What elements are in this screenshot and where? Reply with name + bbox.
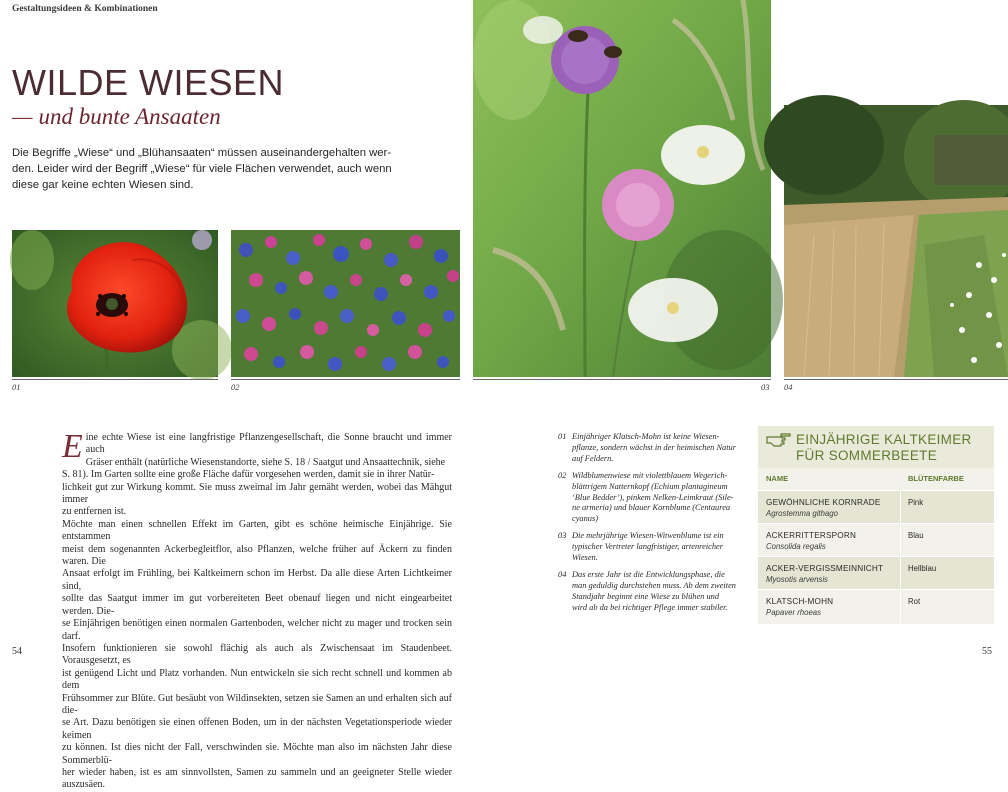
page-title: WILDE WIESEN (12, 62, 285, 103)
column-divider (900, 524, 901, 557)
bloom-color: Hellblau (908, 564, 937, 573)
caption-line: Wiesen. (572, 553, 598, 563)
caption-line: Das erste Jahr ist die Entwicklungsphase, die (572, 569, 725, 579)
body-text (62, 428, 452, 792)
body-line: S. 81). Im Garten sollte eine große Fläche dafür vorgesehen werden, damit sie in ihrer Natür- (62, 469, 435, 481)
caption-line: Wildblumenwiese mit violettblauem Wegerich- (572, 470, 728, 480)
caption-number: 04 (558, 569, 567, 579)
caption-item (558, 570, 738, 614)
photo-meadow-path (784, 105, 1008, 377)
photo-number: 01 (12, 382, 21, 392)
caption-line: auf Feldern. (572, 453, 614, 463)
body-line: Gräser enthält (natürliche Wiesenstandorte, siehe S. 18 / Saatgut und Ansaattechnik, siehe (85, 456, 446, 468)
info-box-title (796, 432, 972, 464)
body-line: se Art. Dazu benötigen sie einen offenen Boden, um in der nächsten Vegetationsperiode wieder keimen (62, 717, 452, 741)
plant-name: KLATSCH-MOHN (766, 597, 834, 606)
caption-item (558, 531, 738, 564)
caption-number: 02 (558, 470, 567, 480)
pointing-hand-icon (766, 430, 792, 448)
table-row (758, 490, 994, 523)
section-label: Gestaltungsideen & Kombinationen (12, 4, 158, 14)
caption-item (558, 471, 738, 526)
caption-line: typischer Vertreter langfristiger, artenreicher (572, 542, 724, 552)
caption-line: Einjähriger Klatsch-Mohn ist keine Wiesen- (572, 432, 720, 441)
subtitle-text: und bunte Ansaaten (38, 104, 221, 129)
caption-line: ‘Blue Bedder’), pinkem Nelken-Leimkraut (Sile- (572, 492, 734, 502)
photo-poppy (12, 230, 218, 377)
body-line: zu können. Ist dies nicht der Fall, verschwinden sie. Möchte man also im nächsten Jahr diese Sommerblü- (62, 742, 452, 766)
body-line: ist genügend Licht und Platz vorhanden. Nun entwickeln sie sich recht schnell und kommen ab dem (62, 667, 452, 692)
caption-item (558, 432, 738, 465)
caption-line: Standjahr beginnt eine Wiese zu blühen und (572, 591, 720, 601)
photo-scabious (473, 0, 771, 377)
caption-line: wird ab da bei richtiger Pflege immer stabiler. (572, 602, 728, 612)
plant-name: ACKER-VERGISSMEINNICHT (766, 564, 884, 573)
photo-rule (784, 379, 1008, 380)
body-line: meist dem sogenannten Ackerbegleitflor, also Pflanzen, welche früher auf Äckern zu finden waren. Die (62, 543, 452, 568)
plant-latin-name: Myosotis arvensis (766, 575, 828, 584)
column-divider (900, 491, 901, 524)
body-line: Frühsommer zur Blüte. Gut besäubt von Wildinsekten, setzen sie Samen an und erhalten sich auf die- (62, 692, 452, 716)
intro-line: Die Begriffe „Wiese“ und „Blühansaaten“ müssen auseinandergehalten wer- (12, 147, 392, 159)
caption-line: ne armeria) und blauer Kornblume (Centaurea (572, 503, 731, 513)
caption-number: 01 (558, 432, 567, 441)
plant-latin-name: Consolida regalis (766, 542, 826, 551)
column-header-color: BLÜTENFARBE (908, 474, 964, 483)
body-line: sollte das Saatgut immer im gut vorbereiteten Beet obenauf liegen und nicht eingearbeitet werden. Die- (62, 593, 452, 617)
caption-line: blättrigem Natternkopf (Echium plantagineum (572, 481, 728, 491)
body-line: Möchte man einen schnellen Effekt im Garten, gibt es schöne heimische Einjährige. Sie entstammen (62, 518, 452, 543)
photo-captions (558, 432, 738, 620)
plant-latin-name: Agrostemma githago (766, 509, 838, 518)
column-header-name: NAME (766, 474, 789, 483)
body-line: Ansaat erfolgt im Frühling, bei Kaltkeimern schon im Herbst. Da alle diese Arten Lichtkeimer sind, (62, 568, 452, 592)
column-divider (900, 557, 901, 590)
caption-line: Die mehrjährige Wiesen-Witwenblume ist ein (572, 531, 724, 541)
dropcap: E (62, 428, 83, 465)
info-box-header (758, 426, 994, 468)
intro-paragraph (12, 145, 422, 193)
info-box-title-line: EINJÄHRIGE KALTKEIMER (796, 432, 972, 447)
photo-rule (12, 379, 218, 380)
body-line: ine echte Wiese ist eine langfristige Pflanzengesellschaft, die Sonne braucht und immer auch (85, 432, 452, 456)
page-subtitle (12, 104, 221, 130)
body-line: her wieder haben, ist es am sinnvollsten, Samen zu sammeln und an geeigneter Stelle wieder auszusäen. (62, 766, 452, 791)
photo-number: 02 (231, 382, 240, 392)
caption-line: pflanze, sondern wächst in der heimischen Natur (572, 442, 736, 452)
body-line: zu entfernen ist. (62, 506, 127, 518)
body-line: Insofern funktionieren sie sowohl flächig als auch als Zwischensaat im Staudenbeet. Vorausgesetzt, es (62, 642, 452, 667)
bloom-color: Blau (908, 531, 924, 540)
caption-line: man geduldig durchstehen muss. Ab dem zweiten (572, 580, 736, 590)
bloom-color: Rot (908, 597, 921, 606)
column-divider (900, 590, 901, 623)
caption-line: cyanus) (572, 514, 599, 524)
plant-name: ACKERRITTERSPORN (766, 531, 857, 540)
table-row (758, 589, 994, 622)
photo-number: 03 (761, 382, 770, 392)
page-number-left: 54 (12, 646, 22, 657)
info-box-kaltkeimer (758, 426, 994, 624)
plant-name: GEWÖHNLICHE KORNRADE (766, 498, 881, 507)
intro-line: den. Leider wird der Begriff „Wiese“ für viele Flächen verwendet, auch wenn (12, 163, 392, 175)
info-box-title-line: FÜR SOMMERBEETE (796, 448, 938, 463)
body-line: lichkeit gut zur Wirkung kommt. Sie muss zweimal im Jahr gemäht werden, wobei das Mähgut immer (62, 481, 452, 506)
page-number-right: 55 (982, 646, 992, 657)
intro-line: diese gar keine echten Wiesen sind. (12, 179, 194, 191)
photo-number: 04 (784, 382, 793, 392)
body-line: se Einjährigen benötigen einen normalen Gartenboden, welcher nicht zu mager und trocken sein darf. (62, 618, 452, 642)
subtitle-dash: — (12, 104, 33, 129)
bloom-color: Pink (908, 498, 924, 507)
table-row (758, 523, 994, 556)
photo-rule (231, 379, 460, 380)
photo-wildflower-meadow (231, 230, 460, 377)
photo-rule (473, 379, 771, 380)
plant-latin-name: Papaver rhoeas (766, 608, 822, 617)
table-row (758, 556, 994, 589)
caption-number: 03 (558, 531, 567, 541)
